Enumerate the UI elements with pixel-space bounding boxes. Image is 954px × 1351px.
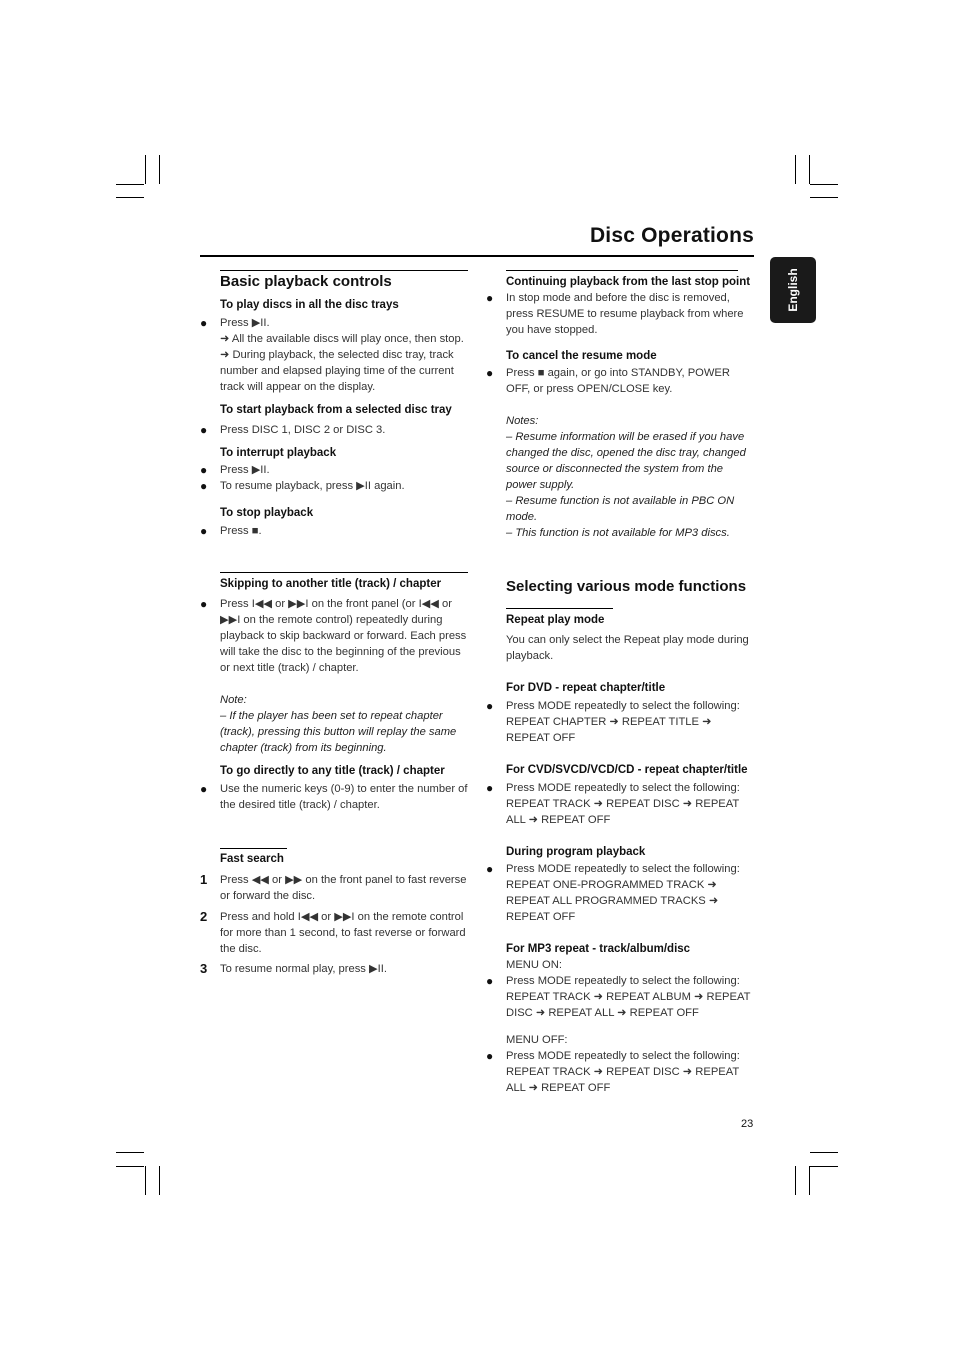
item-text: Press DISC 1, DISC 2 or DISC 3. — [220, 424, 386, 436]
crop-mark — [809, 1166, 810, 1195]
bullet-icon: ● — [486, 781, 494, 795]
section-rule — [220, 572, 468, 573]
step-number: 1 — [200, 872, 208, 887]
list-item — [200, 462, 470, 478]
list-item — [486, 365, 754, 397]
list-item — [200, 961, 470, 977]
subheading: Repeat play mode — [506, 614, 605, 626]
bullet-icon: ● — [486, 699, 494, 713]
note-text: – This function is not available for MP3 discs. — [506, 527, 730, 539]
language-tab-label: English — [786, 268, 800, 312]
subheading: To interrupt playback — [220, 447, 337, 459]
bullet-icon: ● — [486, 862, 494, 876]
item-text: To resume playback, press ▶II again. — [220, 480, 405, 492]
subheading: To go directly to any title (track) / chapter — [220, 765, 445, 777]
note-text: – Resume function is not available in PBC ON mode. — [506, 495, 735, 523]
subheading: To cancel the resume mode — [506, 350, 657, 362]
right-column — [486, 274, 754, 541]
subheading: During program playback — [506, 846, 646, 858]
section-rule — [506, 270, 738, 271]
subheading: Skipping to another title (track) / chapter — [220, 578, 442, 590]
crop-mark — [116, 1152, 144, 1153]
subheading: Fast search — [220, 853, 284, 865]
list-item — [200, 781, 470, 813]
language-tab — [770, 257, 816, 323]
left-column-lower — [200, 576, 470, 813]
subheading: For CVD/SVCD/VCD/CD - repeat chapter/title — [506, 764, 748, 776]
subheading: To play discs in all the disc trays — [220, 299, 399, 311]
subheading: For DVD - repeat chapter/title — [506, 682, 666, 694]
subheading: To stop playback — [220, 507, 314, 519]
list-item — [200, 523, 470, 539]
list-item — [486, 973, 754, 1021]
crop-mark — [810, 1166, 838, 1167]
crop-mark — [116, 1166, 144, 1167]
list-item — [200, 909, 470, 957]
item-text: Press MODE repeatedly to select the following: REPEAT TRACK ➜ REPEAT ALBUM ➜ REPEAT DISC ➜ REPEAT ALL ➜ REPEAT OFF — [506, 975, 751, 1019]
item-text: Press I◀◀ or ▶▶I on the front panel (or I◀◀ or ▶▶I on the remote control) repeatedly during playback to skip backward or forward. Each press will take the disc to the beginning of the previous or next title (track) / chapter. — [220, 598, 467, 674]
note-text: – If the player has been set to repeat chapter (track), pressing this button will replay the same chapter (track) from its beginning. — [220, 710, 457, 754]
step-number: 3 — [200, 961, 208, 976]
item-text: Press ▶II. — [220, 317, 270, 329]
subheading: For MP3 repeat - track/album/disc — [506, 943, 691, 955]
item-text: Press ■ again, or go into STANDBY, POWER OFF, or press OPEN/CLOSE key. — [506, 367, 730, 395]
menu-label: MENU ON: — [506, 959, 562, 971]
list-item — [200, 422, 470, 438]
item-text: Press ■. — [220, 525, 262, 537]
list-item — [486, 861, 754, 925]
fast-search-section — [200, 851, 470, 977]
notes-label: Notes: — [506, 415, 539, 427]
item-text: Press MODE repeatedly to select the following: REPEAT ONE-PROGRAMMED TRACK ➜ REPEAT ALL PROGRAMMED TRACKS ➜ REPEAT OFF — [506, 863, 740, 923]
list-item — [200, 478, 470, 494]
crop-mark — [145, 1166, 146, 1195]
subheading: Continuing playback from the last stop point — [506, 276, 751, 288]
item-text: Press ◀◀ or ▶▶ on the front panel to fast reverse or forward the disc. — [220, 874, 467, 902]
crop-mark — [795, 1166, 796, 1195]
crop-mark — [145, 155, 146, 184]
note-text: – Resume information will be erased if you have changed the disc, opened the disc tray, changed source or disconnected the system from the power supply. — [506, 431, 746, 491]
item-text: Press MODE repeatedly to select the following: REPEAT TRACK ➜ REPEAT DISC ➜ REPEAT ALL ➜ REPEAT OFF — [506, 782, 740, 826]
bullet-icon: ● — [200, 316, 208, 330]
item-text: Press MODE repeatedly to select the following: REPEAT CHAPTER ➜ REPEAT TITLE ➜ REPEAT OFF — [506, 700, 740, 744]
crop-mark — [795, 155, 796, 184]
bullet-icon: ● — [200, 524, 208, 538]
item-text: In stop mode and before the disc is removed, press RESUME to resume playback from where you have stopped. — [506, 292, 744, 336]
subheading: To start playback from a selected disc tray — [220, 404, 452, 416]
item-text: Press MODE repeatedly to select the following: REPEAT TRACK ➜ REPEAT DISC ➜ REPEAT ALL ➜ REPEAT OFF — [506, 1050, 740, 1094]
list-item — [200, 872, 470, 904]
crop-mark — [810, 184, 838, 185]
bullet-icon: ● — [200, 423, 208, 437]
crop-mark — [116, 197, 144, 198]
list-item — [200, 315, 470, 395]
bullet-icon: ● — [200, 479, 208, 493]
menu-label: MENU OFF: — [506, 1034, 568, 1046]
bullet-icon: ● — [486, 366, 494, 380]
section-rule — [220, 848, 287, 849]
section-heading: Selecting various mode functions — [506, 578, 747, 595]
item-text: Use the numeric keys (0-9) to enter the number of the desired title (track) / chapter. — [220, 783, 468, 811]
bullet-icon: ● — [200, 782, 208, 796]
list-item — [486, 698, 754, 746]
section-heading: Basic playback controls — [220, 273, 392, 290]
item-text: Press and hold I◀◀ or ▶▶I on the remote control for more than 1 second, to fast reverse or forward the disc. — [220, 911, 466, 955]
note-label: Note: — [220, 694, 247, 706]
crop-mark — [810, 197, 838, 198]
crop-mark — [116, 184, 144, 185]
step-number: 2 — [200, 909, 208, 924]
right-column-lower — [486, 612, 754, 1096]
bullet-icon: ● — [486, 974, 494, 988]
item-text: ➜ During playback, the selected disc tray, track number and elapsed playing time of the current track will appear on the display. — [220, 349, 454, 393]
section-rule — [220, 270, 468, 271]
page-number: 23 — [741, 1118, 754, 1130]
list-item — [200, 596, 470, 676]
bullet-icon: ● — [200, 463, 208, 477]
body-text: You can only select the Repeat play mode during playback. — [506, 634, 749, 662]
bullet-icon: ● — [486, 291, 494, 305]
item-text: To resume normal play, press ▶II. — [220, 963, 387, 975]
item-text: ➜ All the available discs will play once, then stop. — [220, 333, 464, 345]
list-item — [486, 780, 754, 828]
crop-mark — [809, 155, 810, 184]
left-column — [200, 272, 470, 539]
crop-mark — [810, 1152, 838, 1153]
bullet-icon: ● — [200, 597, 208, 611]
title-rule — [200, 255, 754, 257]
list-item — [486, 1048, 754, 1096]
page-title: Disc Operations — [589, 224, 754, 247]
list-item — [486, 290, 754, 338]
crop-mark — [159, 155, 160, 184]
crop-mark — [159, 1166, 160, 1195]
item-text: Press ▶II. — [220, 464, 270, 476]
section-rule — [506, 608, 613, 609]
bullet-icon: ● — [486, 1049, 494, 1063]
